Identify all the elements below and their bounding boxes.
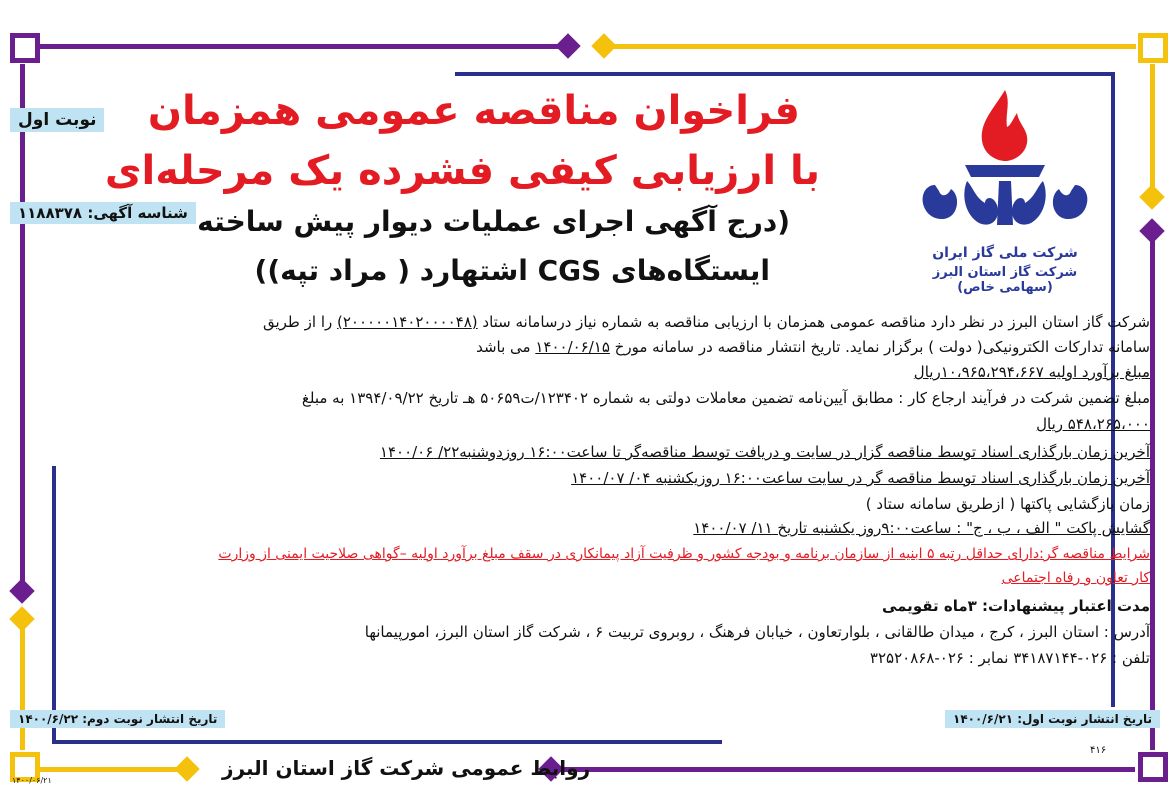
company-name-line2: شرکت گاز استان البرز (سهامی خاص) <box>932 265 1078 295</box>
frame-left-line <box>20 620 25 750</box>
frame-diamond <box>555 33 580 58</box>
page-subtitle: (درج آگهی اجرای عملیات دیوار پیش ساخته <box>197 205 790 238</box>
body-text: را از طریق <box>262 313 337 331</box>
frame-left-line <box>20 64 25 589</box>
body-line <box>70 622 1150 642</box>
frame-corner <box>1138 752 1168 782</box>
body-line <box>70 568 1150 588</box>
body-line <box>70 648 1150 668</box>
body-line <box>70 596 1150 616</box>
body-text: مبلغ تضمین شرکت در فرآیند ارجاع کار : مطابق آیین‌نامه تضمین معاملات دولتی به شماره ۱۲۳۴۰۲/ت۵۰۶۵۹ هـ تاریخ ۱۳۹۴/۰۹/۲۲ به مبلغ <box>301 389 1150 407</box>
body-text: می باشد <box>476 338 536 356</box>
frame-bottom-right-line <box>560 767 1135 772</box>
frame-top-left-line <box>40 44 568 49</box>
body-text: سامانه تدارکات الکترونیکی( دولت ) برگزار نماید. تاریخ انتشار مناقصه در سامانه مورخ <box>609 338 1150 356</box>
frame-diamond <box>591 33 616 58</box>
body-line <box>70 337 1150 357</box>
frame-right-line <box>1150 64 1155 192</box>
body-line <box>70 388 1150 408</box>
ad-id-badge: شناسه آگهی: ۱۱۸۸۳۷۸ <box>10 202 196 224</box>
body-line <box>70 518 1150 538</box>
announcement-body <box>70 312 1150 702</box>
frame-diamond <box>1139 184 1164 209</box>
inner-top-line <box>455 72 1115 76</box>
frame-bottom-left-line <box>40 767 180 772</box>
opening-time: گشایش پاکت " الف ، ب ، ج" : ساعت۹:۰۰روز یکشنبه تاریخ ۱۱/ ۱۴۰۰/۰۷ <box>693 519 1150 537</box>
estimated-amount: مبلغ برآورد اولیه ۱۰،۹۶۵،۲۹۴،۶۶۷ریال <box>913 363 1150 381</box>
contact-phone: تلفن : ۰۲۶-۳۴۱۸۷۱۴۴ نمابر : ۰۲۶-۳۲۵۲۰۸۶۸ <box>869 649 1150 667</box>
guarantee-amount: ۵۴۸،۲۶۵،۰۰۰ ریال <box>1036 415 1150 433</box>
body-line <box>70 442 1150 462</box>
company-name-line1: شرکت ملی گاز ایران <box>932 245 1078 261</box>
bidder-conditions: شرایط مناقصه گر:دارای حداقل رتبه ۵ ابنیه از سازمان برنامه و بودجه کشور و ظرفیت آزاد پیمانکاری در سقف مبلغ برآورد اولیه –گواهی صلاحیت ایمنی از وزارت <box>218 546 1150 562</box>
frame-right-line <box>1150 238 1155 750</box>
validity-period: مدت اعتبار پیشنهادات: ۳ماه تقویمی <box>881 597 1150 615</box>
body-line <box>70 362 1150 382</box>
deadline-download: آخرین زمان بارگذاری اسناد توسط مناقصه گزار در سایت و دریافت توسط مناقصه‌گر تا ساعت۱۶:۰۰ روزدوشنبه۲۲/ ۱۴۰۰/۰۶ <box>379 443 1150 461</box>
page-title-line2: با ارزیابی کیفی فشرده یک مرحله‌ای <box>104 148 820 194</box>
first-publish-date-badge: تاریخ انتشار نوبت اول: ۱۴۰۰/۶/۲۱ <box>945 710 1160 728</box>
body-line <box>70 468 1150 488</box>
frame-diamond <box>174 756 199 781</box>
page-subtitle-line2: ایستگاه‌های CGS اشتهارد ( مراد تپه)) <box>254 254 770 287</box>
inner-bottom-line <box>52 740 722 744</box>
body-line <box>70 494 1150 514</box>
tender-number: (۲۰۰۰۰۰۱۴۰۲۰۰۰۰۴۸) <box>337 313 478 331</box>
footer-code: ۴۱۶ <box>1090 745 1107 756</box>
gas-flame-logo-icon <box>905 85 1105 245</box>
second-publish-date-badge: تاریخ انتشار نوبت دوم: ۱۴۰۰/۶/۲۲ <box>10 710 225 728</box>
frame-corner <box>10 33 40 63</box>
footer-title: روابط عمومی شرکت گاز استان البرز <box>222 756 591 780</box>
body-text: شرکت گاز استان البرز در نظر دارد مناقصه عمومی همزمان با ارزیابی مناقصه به شماره نیاز درسامانه ستاد <box>477 313 1150 331</box>
body-line <box>70 414 1150 434</box>
inner-left-line <box>52 466 56 742</box>
publish-date: ۱۴۰۰/۰۶/۱۵ <box>535 338 610 356</box>
body-text: زمان بازگشایی پاکتها ( ازطریق سامانه ستاد ) <box>865 495 1150 513</box>
frame-diamond <box>9 578 34 603</box>
page-title: فراخوان مناقصه عمومی همزمان <box>147 88 800 134</box>
deadline-upload: آخرین زمان بارگذاری اسناد توسط مناقصه گر در سایت ساعت۱۶:۰۰ روزیکشنبه ۰۴/ ۱۴۰۰/۰۷ <box>571 469 1150 487</box>
company-logo <box>905 85 1105 295</box>
body-line <box>70 544 1150 564</box>
frame-top-right-line <box>596 44 1136 49</box>
frame-corner <box>1138 33 1168 63</box>
body-line <box>70 312 1150 332</box>
address: آدرس : استان البرز ، کرج ، میدان طالقانی ، بلوارتعاون ، خیابان فرهنگ ، روبروی تربیت ۶ ، شرکت گاز استان البرز، امورپیمانها <box>364 623 1150 641</box>
footer-small-text: ۱۴۰۰/۰۶/۲۱ <box>12 776 52 785</box>
bidder-conditions: کار تعاون و رفاه اجتماعی <box>1001 570 1150 586</box>
turn-badge: نوبت اول <box>10 108 104 132</box>
